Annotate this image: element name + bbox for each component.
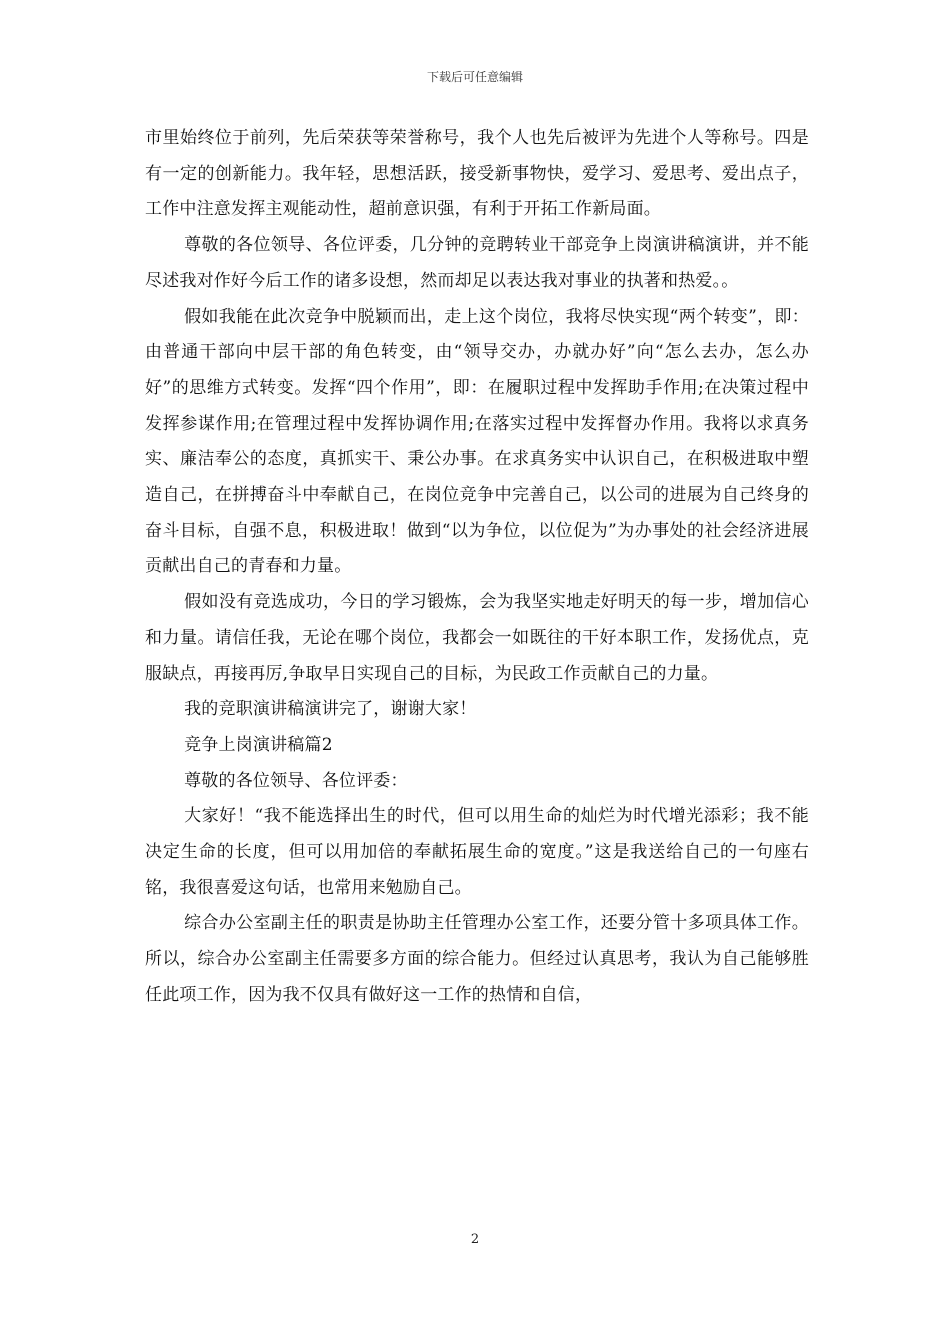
page-header: 下载后可任意编辑 [426,70,523,84]
section-heading: 竞争上岗演讲稿篇2 [184,734,333,755]
paragraph-4: 假如没有竞选成功，今日的学习锻炼，会为我坚实地走好明天的每一步，增加信心和力量。请信任我，无论在哪个岗位，我都会一如既往的干好本职工作，发扬优点，克服缺点，再接再厉,争取早日实现自己的目标，为民政工作贡献自己的力量。 [145,592,809,684]
salutation: 尊敬的各位领导、各位评委： [184,770,408,791]
paragraph-3: 假如我能在此次竞争中脱颖而出，走上这个岗位，我将尽快实现“两个转变”，即：由普通干部向中层干部的角色转变，由“领导交办，办就办好”向“怎么去办，怎么办好”的思维方式转变。发挥“四个作用”，即：在履职过程中发挥助手作用;在决策过程中发挥参谋作用;在管理过程中发挥协调作用;在落实过程中发挥督办作用。我将以求真务实、廉洁奉公的态度，真抓实干、秉公办事。在求真务实中认识自己，在积极进取中塑造自己，在拼搏奋斗中奉献自己，在岗位竞争中完善自己，以公司的进展为自己终身的奋斗目标，自强不息，积极进取！做到“以为争位，以位促为”为办事处的社会经济进展贡献出自己的青春和力量。 [145,306,809,577]
paragraph-5: 我的竞职演讲稿演讲完了，谢谢大家！ [184,699,477,720]
paragraph-1: 市里始终位于前列，先后荣获等荣誉称号，我个人也先后被评为先进个人等称号。四是有一定的创新能力。我年轻，思想活跃，接受新事物快，爱学习、爱思考、爱出点子，工作中注意发挥主观能动性，超前意识强，有利于开拓工作新局面。 [145,128,809,220]
page-number: 2 [470,1232,480,1247]
document-body [145,121,809,1014]
paragraph-8: 大家好！“我不能选择出生的时代，但可以用生命的灿烂为时代增光添彩；我不能决定生命的长度，但可以用加倍的奉献拓展生命的宽度。”这是我送给自己的一句座右铭，我很喜爱这句话，也常用来勉励自己。 [145,806,809,898]
paragraph-9: 综合办公室副主任的职责是协助主任管理办公室工作，还要分管十多项具体工作。所以，综合办公室副主任需要多方面的综合能力。但经过认真思考，我认为自己能够胜任此项工作，因为我不仅具有做好这一工作的热情和自信， [145,913,809,1005]
paragraph-2: 尊敬的各位领导、各位评委，几分钟的竞聘转业干部竞争上岗演讲稿演讲，并不能尽述我对作好今后工作的诸多设想，然而却足以表达我对事业的执著和热爱。。 [145,235,809,291]
